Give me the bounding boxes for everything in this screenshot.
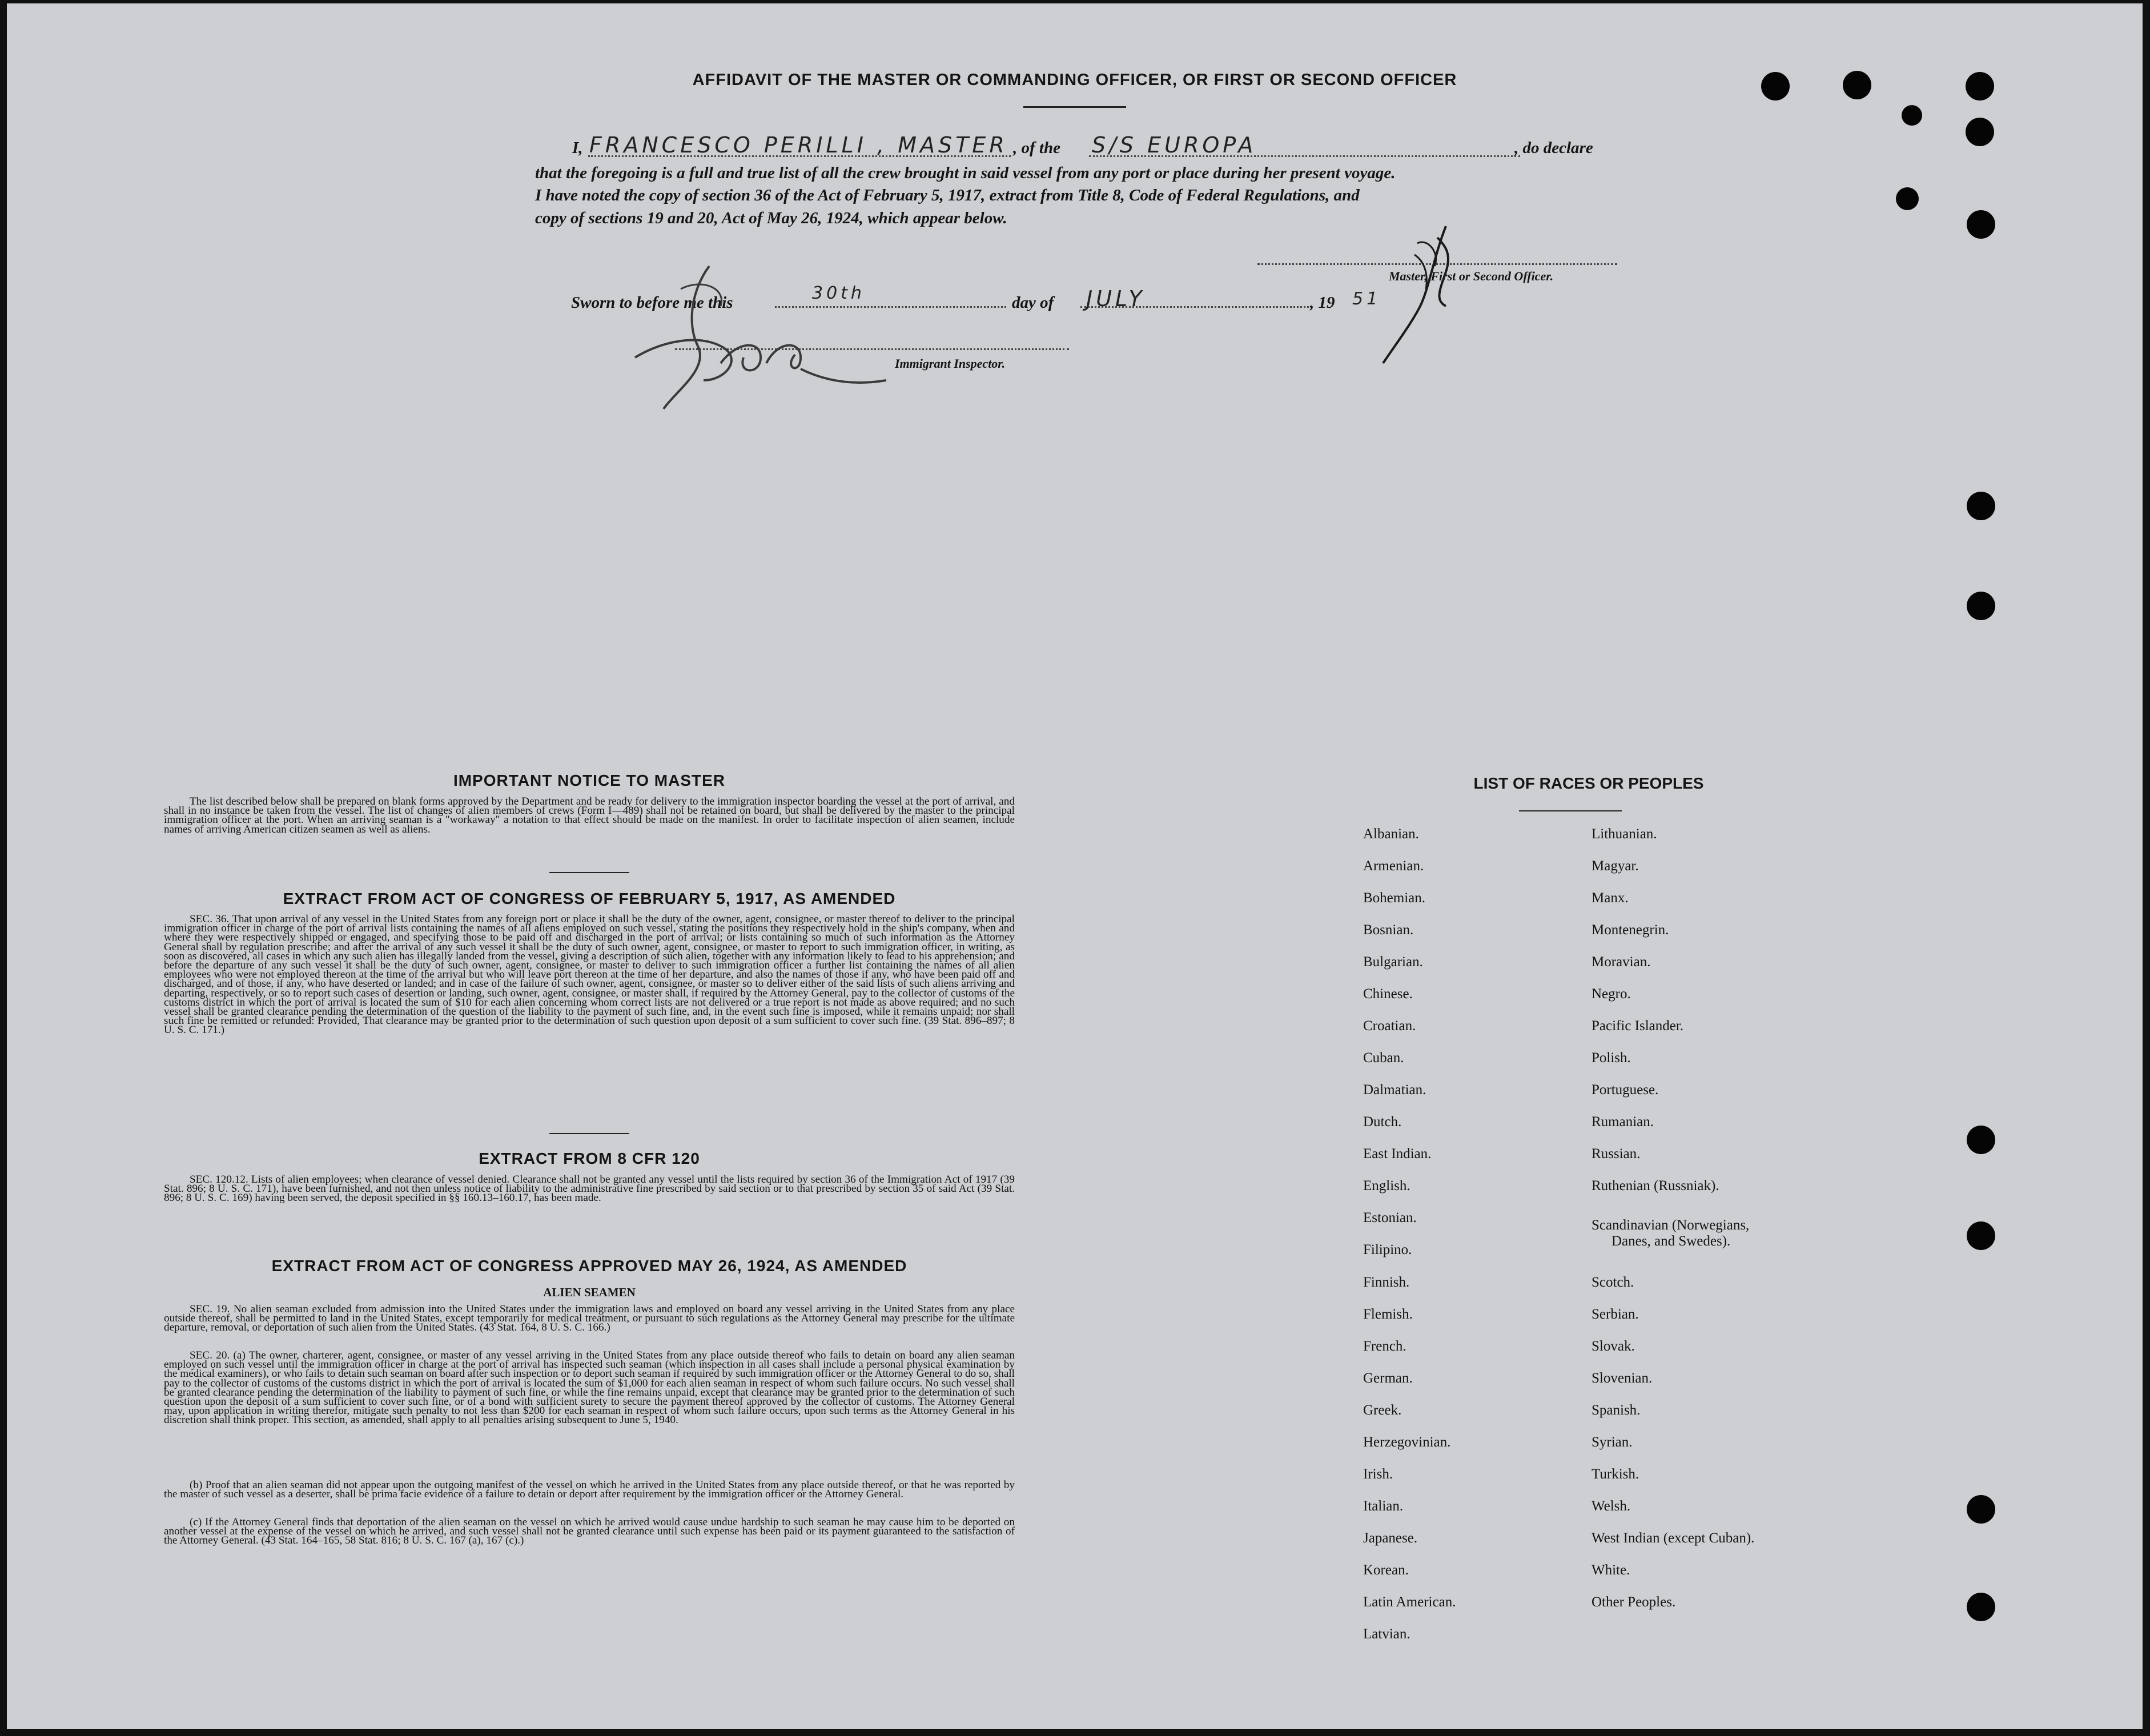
notice-divider xyxy=(549,872,629,873)
race-item: White. xyxy=(1592,1562,1630,1578)
declaration-intro: I, xyxy=(572,139,583,157)
race-item: Spanish. xyxy=(1592,1403,1641,1418)
race-item: Serbian. xyxy=(1592,1307,1639,1322)
race-item: Polish. xyxy=(1592,1050,1631,1066)
sec-20c-text: (c) If the Attorney General finds that deportation of the alien seaman on the vessel on which he arrived would cause undue hardship to such seaman he may cause him to be deported on another vessel at the expense of the vessel on which he arrived, and such vessel shall not be granted clearance until such expense has been paid or its payment guaranteed to the satisfaction of the Attorney General. (43 Stat. 164–165, 58 Stat. 816; 8 U. S. C. 167 (a), 167 (c).) xyxy=(164,1516,1015,1547)
sec-20a-text: SEC. 20. (a) The owner, charterer, agent, consignee, or master of any vessel arriving in the United States from any place outside thereof who fails to detain on board any alien seaman employed on such vessel until the immigration officer in charge at the port of arrival has inspected such seaman (which inspection in all cases shall include a personal physical examination by the medical examiners), or who fails to detain such seaman on board after such inspection or to deport such seaman if required by such immigration officer or the Attorney General to do so, shall pay to the collector of customs of the customs district in which the port of arrival is located the sum of $1,000 for each alien seaman in respect of whom such failure occurs. No such vessel shall be granted clearance pending the determination of the liability to payment of such fine, or while the fine remains unpaid, except that clearance may be granted prior to the determination of such question upon the deposit of a sum sufficient to cover such fine, or of a bond with sufficient surety to secure the payment thereof approved by the collector of customs. The Attorney General may, upon application in writing therefor, mitigate such penalty to not less than $200 for each seaman in respect of whom such failure occurs, upon such terms as the Attorney General in his discretion shall think proper. This section, as amended, shall apply to all penalties arising subsequent to June 5, 1940. xyxy=(164,1349,1015,1426)
race-item: Moravian. xyxy=(1592,954,1651,970)
extract-cfr-text: SEC. 120.12. Lists of alien employees; when clearance of vessel denied. Clearance shall not be granted any vessel until the lists required by section 36 of the Immigration Act of 1917 (39 Stat. 896; 8 U. S. C. 171), have been furnished, and not then unless notice of liability to the administrative fine prescribed by said section or to that prescribed by section 35 of said Act (39 Stat. 896; 8 U. S. C. 169) having been served, the deposit specified in §§ 160.13–160.17, has been made. xyxy=(164,1174,1015,1204)
do-declare-label: , do declare xyxy=(1514,139,1593,157)
punch-hole xyxy=(1967,1221,1995,1250)
sworn-label: Sworn to before me this xyxy=(571,294,733,312)
extract-1917-divider xyxy=(549,1133,629,1134)
race-item: Scandinavian (Norwegians, xyxy=(1592,1217,1750,1233)
race-item: Dalmatian. xyxy=(1363,1082,1426,1098)
race-item: Welsh. xyxy=(1592,1498,1631,1514)
punch-hole xyxy=(1967,1593,1995,1621)
race-item: Pacific Islander. xyxy=(1592,1018,1684,1034)
race-item: Greek. xyxy=(1363,1403,1402,1418)
punch-hole xyxy=(1967,210,1995,239)
race-item: Flemish. xyxy=(1363,1307,1413,1322)
race-item: Bulgarian. xyxy=(1363,954,1423,970)
race-item: French. xyxy=(1363,1339,1406,1354)
extract-1917-title: EXTRACT FROM ACT OF CONGRESS OF FEBRUARY 5, 1917, AS AMENDED xyxy=(283,890,896,907)
punch-hole xyxy=(1967,1126,1995,1154)
declaration-line-2: that the foregoing is a full and true list of all the crew brought in said vessel from any port or place during her present voyage. xyxy=(535,164,1396,182)
master-name-handwritten: FRANCESCO PERILLI , MASTER xyxy=(589,132,1008,158)
race-item: Latvian. xyxy=(1363,1626,1410,1642)
punch-hole xyxy=(1902,105,1922,126)
declaration-line-3: I have noted the copy of section 36 of the Act of February 5, 1917, extract from Title 8, Code of Federal Regulations, and xyxy=(535,186,1360,204)
race-item: Chinese. xyxy=(1363,986,1413,1002)
race-item: Manx. xyxy=(1592,890,1629,906)
race-item: Armenian. xyxy=(1363,858,1424,874)
sworn-month-handwritten: JULY xyxy=(1086,286,1146,311)
race-item: Dutch. xyxy=(1363,1114,1402,1130)
punch-hole xyxy=(1966,118,1994,146)
race-item: English. xyxy=(1363,1178,1410,1194)
race-item: Estonian. xyxy=(1363,1210,1417,1225)
extract-1917-text: SEC. 36. That upon arrival of any vessel in the United States from any foreign port or place it shall be the duty of the owner, agent, consignee, or master thereof to deliver to the principal immigration officer in charge of the port of arrival lists containing the names of all aliens employed on such vessel, stating the positions they respectively hold in the ship's company, when and where they were respectively shipped or engaged, and specifying those to be paid off and discharged in the port of arrival; or lists containing so much of such information as the Attorney General shall by regulation prescribe; and after the arrival of any such vessel it shall be the duty of such owner, agent, consignee, or master to report to such immigration officer, in writing, as soon as discovered, all cases in which any such alien has illegally landed from the vessel, giving a description of such alien, together with any information likely to lead to his apprehension; and before the departure of any such vessel it shall be the duty of such owner, agent, consignee, or master to deliver to such immigration officer a further list containing the names of all alien employees who were not employed thereon at the time of the arrival but who will leave port thereon at the time of her departure, and also the names of those if any, who have been paid off and discharged, and of those, if any, who have deserted or landed; and in case of the failure of such owner, agent, consignee, or master so to deliver either of the said lists of such aliens arriving and departing, respectively, or so to report such cases of desertion or landing, such owner, agent, consignee, or master shall, if required by the Attorney General, pay to the collector of customs of the customs district in which the port of arrival is located the sum of $10 for each alien concerning whom correct lists are not delivered or a true report is not made as above required; and no such vessel shall be granted clearance pending the determination of the question of the liability to the payment of such fine, and, in the event such fine is imposed, while it remains unpaid; nor shall such fine be remitted or refunded: Provided, That clearance may be granted prior to the determination of such question upon deposit of a sum sufficient to cover such fine. (39 Stat. 896–897; 8 U. S. C. 171.) xyxy=(164,913,1015,1036)
race-item: Negro. xyxy=(1592,986,1631,1002)
master-signature xyxy=(1360,220,1463,369)
races-divider xyxy=(1519,810,1622,811)
document-page xyxy=(7,3,2143,1729)
of-the-label: , of the xyxy=(1013,139,1060,157)
punch-hole xyxy=(1967,492,1995,520)
race-item: Cuban. xyxy=(1363,1050,1404,1066)
declaration-line-4: copy of sections 19 and 20, Act of May 26, 1924, which appear below. xyxy=(535,209,1007,227)
race-item: Croatian. xyxy=(1363,1018,1416,1034)
notice-title: IMPORTANT NOTICE TO MASTER xyxy=(453,771,726,789)
day-of-label: day of xyxy=(1012,294,1054,312)
race-item: Turkish. xyxy=(1592,1466,1639,1482)
title-divider xyxy=(1023,106,1126,108)
race-item: East Indian. xyxy=(1363,1146,1432,1162)
race-item: Syrian. xyxy=(1592,1434,1633,1450)
sworn-day-handwritten: 30th xyxy=(812,283,865,303)
inspector-caption: Immigrant Inspector. xyxy=(895,356,1006,371)
race-item: Portuguese. xyxy=(1592,1082,1659,1098)
race-item: Ruthenian (Russniak). xyxy=(1592,1178,1719,1194)
race-item: Italian. xyxy=(1363,1498,1404,1514)
race-item: Lithuanian. xyxy=(1592,826,1657,842)
race-item: West Indian (except Cuban). xyxy=(1592,1530,1755,1546)
vessel-name-handwritten: S/S EUROPA xyxy=(1092,132,1257,158)
race-item: Montenegrin. xyxy=(1592,922,1669,938)
sec-20b-text: (b) Proof that an alien seaman did not appear upon the outgoing manifest of the vessel on which he arrived in the United States from any place outside thereof, or that he was reported by the master of such vessel as a deserter, shall be prima facie evidence of a failure to detain or deport after requirement by the immigration officer or the Attorney General. xyxy=(164,1479,1015,1501)
race-item: Herzegovinian. xyxy=(1363,1434,1451,1450)
master-caption: Master, First or Second Officer. xyxy=(1389,269,1554,283)
extract-cfr-title: EXTRACT FROM 8 CFR 120 xyxy=(479,1150,700,1167)
punch-hole xyxy=(1896,187,1919,210)
race-item: Japanese. xyxy=(1363,1530,1418,1546)
sworn-month-line xyxy=(1080,306,1309,308)
vessel-name-line xyxy=(1089,155,1520,157)
race-item: Korean. xyxy=(1363,1562,1409,1578)
race-item: Bohemian. xyxy=(1363,890,1426,906)
race-item: Slovenian. xyxy=(1592,1371,1653,1386)
race-item: Latin American. xyxy=(1363,1594,1456,1610)
sworn-year-handwritten: 51 xyxy=(1352,289,1381,309)
races-title: LIST OF RACES OR PEOPLES xyxy=(1473,774,1704,792)
race-item: German. xyxy=(1363,1371,1413,1386)
notice-text: The list described below shall be prepared on blank forms approved by the Department and be ready for delivery to the immigration inspector boarding the vessel at the port of arrival, and shall in no instance be taken from the vessel. The list of changes of alien members of crews (Form I—489) shall not be retained on board, but shall be delivered by the master to the principal immigration officer at the port. When an arriving seaman is a "workaway" a notation to that effect should be made on the manifest. In order to facilitate inspection of alien seamen, include names of arriving American citizen seamen as well as aliens. xyxy=(164,795,1015,835)
alien-seamen-subtitle: ALIEN SEAMEN xyxy=(543,1285,636,1299)
race-item: Finnish. xyxy=(1363,1275,1410,1290)
extract-1924-title: EXTRACT FROM ACT OF CONGRESS APPROVED MAY 26, 1924, AS AMENDED xyxy=(271,1257,907,1275)
sec-19-text: SEC. 19. No alien seaman excluded from admission into the United States under the immigration laws and employed on board any vessel arriving in the United States from any place outside thereof, shall be permitted to land in the United States, except temporarily for medical treatment, or pursuant to such regulations as the Attorney General may prescribe for the ultimate departure, removal, or deportation of such alien from the United States. (43 Stat. 164, 8 U. S. C. 166.) xyxy=(164,1303,1015,1334)
master-name-line xyxy=(588,155,1011,157)
affidavit-title: AFFIDAVIT OF THE MASTER OR COMMANDING OFFICER, OR FIRST OR SECOND OFFICER xyxy=(692,71,1457,89)
race-item: Danes, and Swedes). xyxy=(1612,1233,1731,1249)
inspector-signature xyxy=(629,255,892,415)
race-item: Irish. xyxy=(1363,1466,1393,1482)
race-item: Albanian. xyxy=(1363,826,1419,842)
punch-hole xyxy=(1967,1495,1995,1524)
race-item: Other Peoples. xyxy=(1592,1594,1676,1610)
race-item: Bosnian. xyxy=(1363,922,1414,938)
race-item: Slovak. xyxy=(1592,1339,1635,1354)
race-item: Rumanian. xyxy=(1592,1114,1654,1130)
race-item: Magyar. xyxy=(1592,858,1639,874)
punch-hole xyxy=(1967,592,1995,620)
race-item: Filipino. xyxy=(1363,1242,1412,1257)
race-item: Russian. xyxy=(1592,1146,1641,1162)
race-item: Scotch. xyxy=(1592,1275,1634,1290)
year-prefix: , 19 xyxy=(1310,294,1335,312)
